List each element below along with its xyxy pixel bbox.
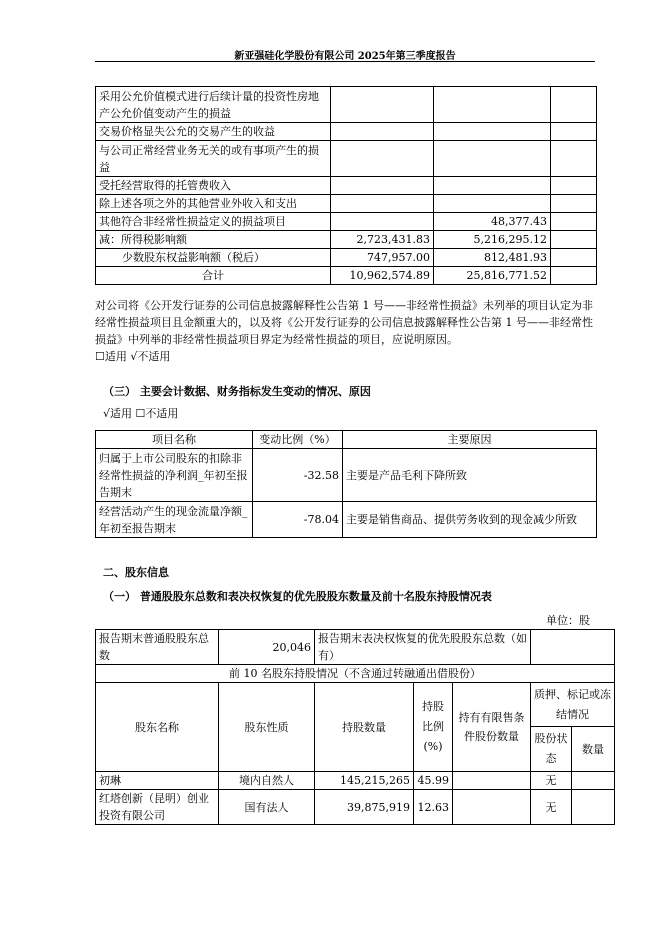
caption-row	[96, 665, 615, 683]
value-ytd: 25,816,771.52	[434, 267, 551, 285]
table-row-total	[96, 267, 597, 285]
explanation-paragraph: 对公司将《公开发行证券的公司信息披露解释性公告第 1 号——非经常性损益》未列举的项目认定为非经常性损益项目且金额重大的，以及将《公开发行证券的公司信息披露解释性公告第 1 号——非经常性损益》中列举的非经常性损益项目界定为经常性损益的项目，应说明原因。	[95, 299, 593, 346]
change-ratio: -32.58	[253, 449, 343, 502]
holder-ratio: 12.63	[414, 790, 453, 825]
shareholder-table	[95, 629, 615, 825]
value-ytd	[434, 87, 551, 123]
holder-nature: 境内自然人	[219, 772, 315, 790]
col-header-nature: 股东性质	[219, 683, 315, 772]
row-label: 减：所得税影响额	[96, 231, 331, 249]
holder-shares: 145,215,265	[315, 772, 414, 790]
header-rule	[95, 61, 595, 62]
value-ytd	[434, 195, 551, 213]
holder-qty	[572, 790, 615, 825]
col-header-reason: 主要原因	[343, 431, 597, 449]
main-reason: 主要是销售商品、提供劳务收到的现金减少所致	[343, 502, 597, 538]
value-period: 2,723,431.83	[331, 231, 434, 249]
holder-name: 初琳	[96, 772, 219, 790]
holder-qty	[572, 772, 615, 790]
page-header: 新亚强硅化学股份有限公司 2025年第三季度报告	[234, 51, 456, 62]
row-label: 采用公允价值模式进行后续计量的投资性房地产公允价值变动产生的损益	[96, 87, 331, 123]
total-holders-label: 报告期末普通股股东总数	[96, 630, 219, 665]
table-header-row	[96, 431, 597, 449]
row-note	[551, 87, 597, 123]
value-ytd: 48,377.43	[434, 213, 551, 231]
shareholder-section-title: （一） 普通股股东总数和表决权恢复的优先股股东数量及前十名股东持股情况表	[103, 590, 492, 603]
col-header-name: 项目名称	[96, 431, 253, 449]
table-header-row	[96, 683, 615, 727]
section-three-title: （三） 主要会计数据、财务指标发生变动的情况、原因	[103, 385, 371, 398]
value-period	[331, 87, 434, 123]
summary-row	[96, 630, 615, 665]
value-period	[331, 123, 434, 141]
holder-nature: 国有法人	[219, 790, 315, 825]
holder-status: 无	[531, 790, 572, 825]
table-row	[96, 231, 597, 249]
value-ytd: 5,216,295.12	[434, 231, 551, 249]
table-row	[96, 87, 597, 123]
change-reason-table	[95, 430, 597, 538]
main-reason: 主要是产品毛利下降所致	[343, 449, 597, 502]
value-period: 747,957.00	[331, 249, 434, 267]
row-label: 受托经营取得的托管费收入	[96, 177, 331, 195]
value-period	[331, 195, 434, 213]
row-note	[551, 231, 597, 249]
col-header-restricted: 持有有限售条件股份数量	[453, 683, 531, 772]
col-header-ratio: 变动比例（%）	[253, 431, 343, 449]
section-three-option: √适用 ☐不适用	[103, 407, 179, 420]
holder-shares: 39,875,919	[315, 790, 414, 825]
table-row	[96, 141, 597, 177]
table-row	[96, 213, 597, 231]
col-header-shares: 持股数量	[315, 683, 414, 772]
table-row	[96, 790, 615, 825]
row-note	[551, 141, 597, 177]
col-header-status: 股份状态	[531, 727, 572, 772]
row-label: 少数股东权益影响额（税后）	[96, 249, 331, 267]
col-header-name: 股东名称	[96, 683, 219, 772]
value-ytd	[434, 141, 551, 177]
value-period	[331, 177, 434, 195]
row-note	[551, 195, 597, 213]
value-ytd: 812,481.93	[434, 249, 551, 267]
total-holders-value: 20,046	[219, 630, 315, 665]
nonrecurring-table	[95, 86, 597, 285]
unit-label: 单位：股	[546, 614, 590, 627]
value-ytd	[434, 177, 551, 195]
preferred-holders-label: 报告期末表决权恢复的优先股股东总数（如有）	[315, 630, 531, 665]
table-row	[96, 502, 597, 538]
value-ytd	[434, 123, 551, 141]
holder-restricted	[453, 772, 531, 790]
holder-status: 无	[531, 772, 572, 790]
row-note	[551, 123, 597, 141]
preferred-holders-value	[531, 630, 615, 665]
row-note	[551, 249, 597, 267]
table-row	[96, 195, 597, 213]
table-row	[96, 123, 597, 141]
col-header-pledge: 质押、标记或冻结情况	[531, 683, 615, 727]
applicability-option: ☐适用 √不适用	[95, 350, 171, 363]
row-label: 合计	[96, 267, 331, 285]
table-row	[96, 249, 597, 267]
table-row	[96, 177, 597, 195]
row-label: 与公司正常经营业务无关的或有事项产生的损益	[96, 141, 331, 177]
col-header-ratio: 持股比例(%)	[414, 683, 453, 772]
table-row	[96, 772, 615, 790]
holder-name: 红塔创新（昆明）创业投资有限公司	[96, 790, 219, 825]
value-period: 10,962,574.89	[331, 267, 434, 285]
top10-caption: 前 10 名股东持股情况（不含通过转融通出借股份）	[96, 665, 615, 683]
row-note	[551, 267, 597, 285]
row-note	[551, 177, 597, 195]
change-ratio: -78.04	[253, 502, 343, 538]
section-two-title: 二、股东信息	[103, 566, 169, 579]
holder-restricted	[453, 790, 531, 825]
item-name: 归属于上市公司股东的扣除非经常性损益的净利润_年初至报告期末	[96, 449, 253, 502]
row-label: 其他符合非经常性损益定义的损益项目	[96, 213, 331, 231]
item-name: 经营活动产生的现金流量净额_年初至报告期末	[96, 502, 253, 538]
value-period	[331, 141, 434, 177]
holder-ratio: 45.99	[414, 772, 453, 790]
row-note	[551, 213, 597, 231]
col-header-qty: 数量	[572, 727, 615, 772]
row-label: 除上述各项之外的其他营业外收入和支出	[96, 195, 331, 213]
table-row	[96, 449, 597, 502]
value-period	[331, 213, 434, 231]
row-label: 交易价格显失公允的交易产生的收益	[96, 123, 331, 141]
